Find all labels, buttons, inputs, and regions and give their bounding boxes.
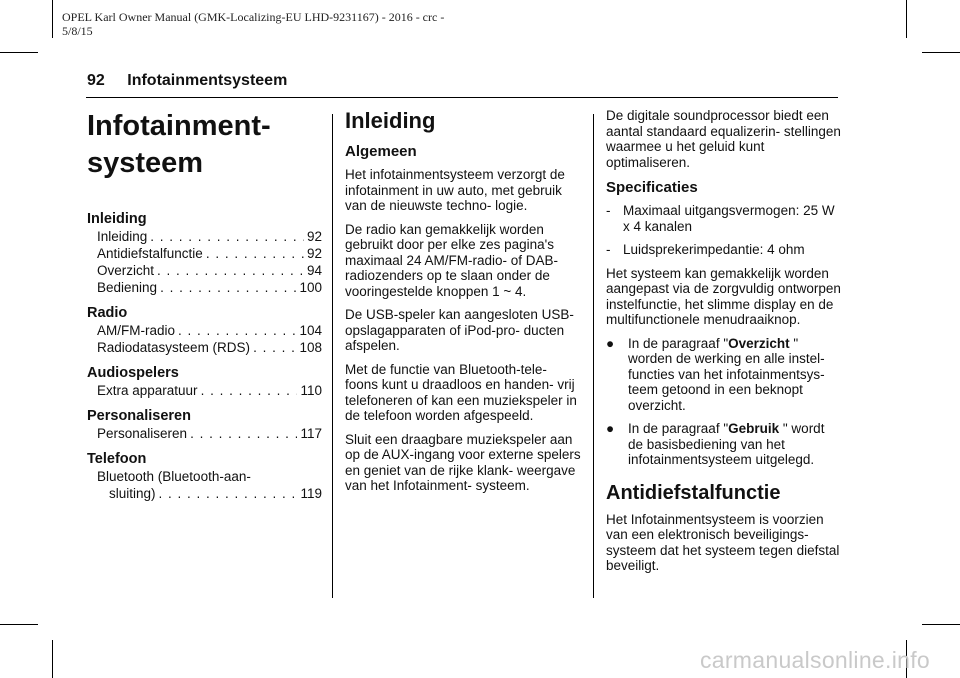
chapter-title-line: systeem <box>87 147 204 179</box>
toc-entry-page: 110 <box>300 383 322 398</box>
bullet-text-bold: Gebruik <box>728 421 780 436</box>
toc-entry[interactable] <box>87 245 322 262</box>
body-paragraph: De radio kan gemakkelijk worden gebruikt door per elke zes pagina's maximaal 24 AM/FM-radio- of DAB-radiozenders op te slaan onder de vooringestelde knoppen 1 ~ 4. <box>345 221 559 299</box>
toc-entry-label: Personaliseren <box>97 426 188 441</box>
section-title: Inleiding <box>345 108 436 133</box>
toc-entry[interactable] <box>87 262 322 279</box>
spec-text: Luidsprekerimpedantie: 4 ohm <box>623 242 805 257</box>
leader-dots <box>201 382 298 399</box>
bullet-text-post: " worden de werking en alle instel- functies van het infotainmentsys- teem getoond in een beknopt overzicht. <box>628 335 825 413</box>
toc-entry-page: 92 <box>306 229 322 244</box>
toc-entry[interactable] <box>87 279 322 296</box>
crop-mark <box>906 0 907 38</box>
body-paragraph: Het Infotainmentsysteem is voorzien van een elektronisch beveiligings- systeem dat het systeem tegen diefstal beveiligt. <box>606 511 840 573</box>
toc-entry-label: Extra apparatuur <box>97 383 198 398</box>
toc-heading: Radio <box>87 305 128 321</box>
section-title: Antidiefstalfunctie <box>606 481 781 504</box>
body-paragraph: De USB-speler kan aangesloten USB-opslagapparaten of iPod-pro- ducten afspelen. <box>345 307 574 353</box>
body-paragraph: Het systeem kan gemakkelijk worden aangepast via de zorgvuldig ontworpen instelfunctie, het slimme display en de multifunctionele menudraaiknop. <box>606 265 841 327</box>
toc-section <box>87 450 322 502</box>
toc-entry-label: Bluetooth (Bluetooth-aan- <box>97 469 251 484</box>
toc-entry-page: 94 <box>306 263 322 278</box>
bullet-text-bold: Overzicht <box>728 335 790 351</box>
toc-entry-page: 119 <box>300 486 322 501</box>
toc-entry[interactable] <box>87 425 322 442</box>
toc-section <box>87 210 322 296</box>
print-metadata-line: OPEL Karl Owner Manual (GMK-Localizing-EU LHD-9231167) - 2016 - crc - <box>62 10 445 24</box>
crop-mark <box>0 52 38 53</box>
toc-entry[interactable] <box>87 382 322 399</box>
bullet-text <box>628 336 842 414</box>
toc-entry-page: 104 <box>299 323 322 338</box>
toc-entry-page: 108 <box>299 340 322 355</box>
toc-entry-label: AM/FM-radio <box>97 323 176 338</box>
toc-entry-page: 92 <box>306 246 322 261</box>
crop-mark <box>922 624 960 625</box>
toc-entry[interactable] <box>87 228 322 245</box>
chapter-toc <box>87 108 322 510</box>
right-column <box>606 108 842 582</box>
toc-entry-continuation[interactable] <box>87 485 322 502</box>
subsection-title: Specificaties <box>606 179 698 196</box>
toc-entry[interactable] <box>87 339 322 356</box>
toc-entry[interactable] <box>87 468 322 485</box>
toc-section <box>87 304 322 356</box>
spec-text: Maximaal uitgangsvermogen: 25 W x 4 kanalen <box>623 203 835 234</box>
subsection-title: Algemeen <box>345 143 417 160</box>
crop-mark <box>52 0 53 38</box>
toc-entry-label: Bediening <box>97 280 158 295</box>
toc-heading: Inleiding <box>87 211 147 227</box>
leader-dots <box>253 339 296 356</box>
leader-dots <box>190 425 297 442</box>
body-paragraph: Met de functie van Bluetooth-tele- foons kunt u draadloos en handen- vrij telefoneren of kan een muziekspeler in de telefoon worden afgespeeld. <box>345 361 577 423</box>
crop-mark <box>52 640 53 678</box>
crop-mark <box>0 624 38 625</box>
column-divider <box>332 114 333 598</box>
header-rule <box>86 97 838 98</box>
crop-mark <box>922 52 960 53</box>
toc-entry-label: Inleiding <box>97 229 148 244</box>
toc-entry-label: Radiodatasysteem (RDS) <box>97 340 251 355</box>
leader-dots <box>159 485 298 502</box>
dash-marker: - <box>606 242 611 257</box>
leader-dots <box>160 279 296 296</box>
toc-entry[interactable] <box>87 322 322 339</box>
print-metadata-line: 5/8/15 <box>62 24 93 38</box>
toc-entry-label: Antidiefstalfunctie <box>97 246 203 261</box>
toc-entry-label: Overzicht <box>97 263 155 278</box>
intro-column <box>345 108 581 502</box>
bullet-text-post: " wordt de basisbediening van het infotainmentsysteem uitgelegd. <box>628 421 825 467</box>
bullet-text-pre: In de paragraaf " <box>628 335 729 351</box>
toc-heading: Telefoon <box>87 451 147 467</box>
toc-heading: Personaliseren <box>87 408 191 424</box>
chapter-title <box>87 108 322 182</box>
toc-entry-page: 100 <box>299 280 322 295</box>
toc-section <box>87 364 322 399</box>
bullet-text-pre: In de paragraaf " <box>628 421 729 436</box>
bullet-icon: ● <box>606 335 615 351</box>
bullet-item <box>606 336 842 414</box>
watermark: carmanualsonline.info <box>699 647 930 673</box>
spec-item <box>606 242 842 258</box>
chapter-title-line: Infotainment- <box>87 110 271 142</box>
running-head <box>87 72 287 90</box>
spec-item <box>606 203 842 234</box>
running-title: Infotainmentsysteem <box>127 72 288 89</box>
toc-entry-page: 117 <box>300 426 322 441</box>
toc-heading: Audiospelers <box>87 365 179 381</box>
bullet-text <box>628 421 842 468</box>
page-number: 92 <box>87 72 105 89</box>
bullet-item <box>606 421 842 468</box>
body-paragraph: Sluit een draagbare muziekspeler aan op de AUX-ingang voor externe spelers en geniet van de rijke klank- weergave van het Infotainment- systeem. <box>345 431 581 493</box>
leader-dots <box>206 245 304 262</box>
toc-entry-label: sluiting) <box>109 486 156 501</box>
toc-section <box>87 407 322 442</box>
leader-dots <box>157 262 304 279</box>
body-paragraph: De digitale soundprocessor biedt een aantal standaard equalizerin- stellingen waarmee u het geluid kunt optimaliseren. <box>606 108 841 170</box>
dash-marker: - <box>606 203 611 218</box>
bullet-icon: ● <box>606 421 615 436</box>
leader-dots <box>150 228 304 245</box>
print-metadata <box>62 10 522 38</box>
column-divider <box>593 114 594 598</box>
body-paragraph: Het infotainmentsysteem verzorgt de infotainment in uw auto, met gebruik van de nieuwste techno- logie. <box>345 167 565 213</box>
leader-dots <box>178 322 296 339</box>
